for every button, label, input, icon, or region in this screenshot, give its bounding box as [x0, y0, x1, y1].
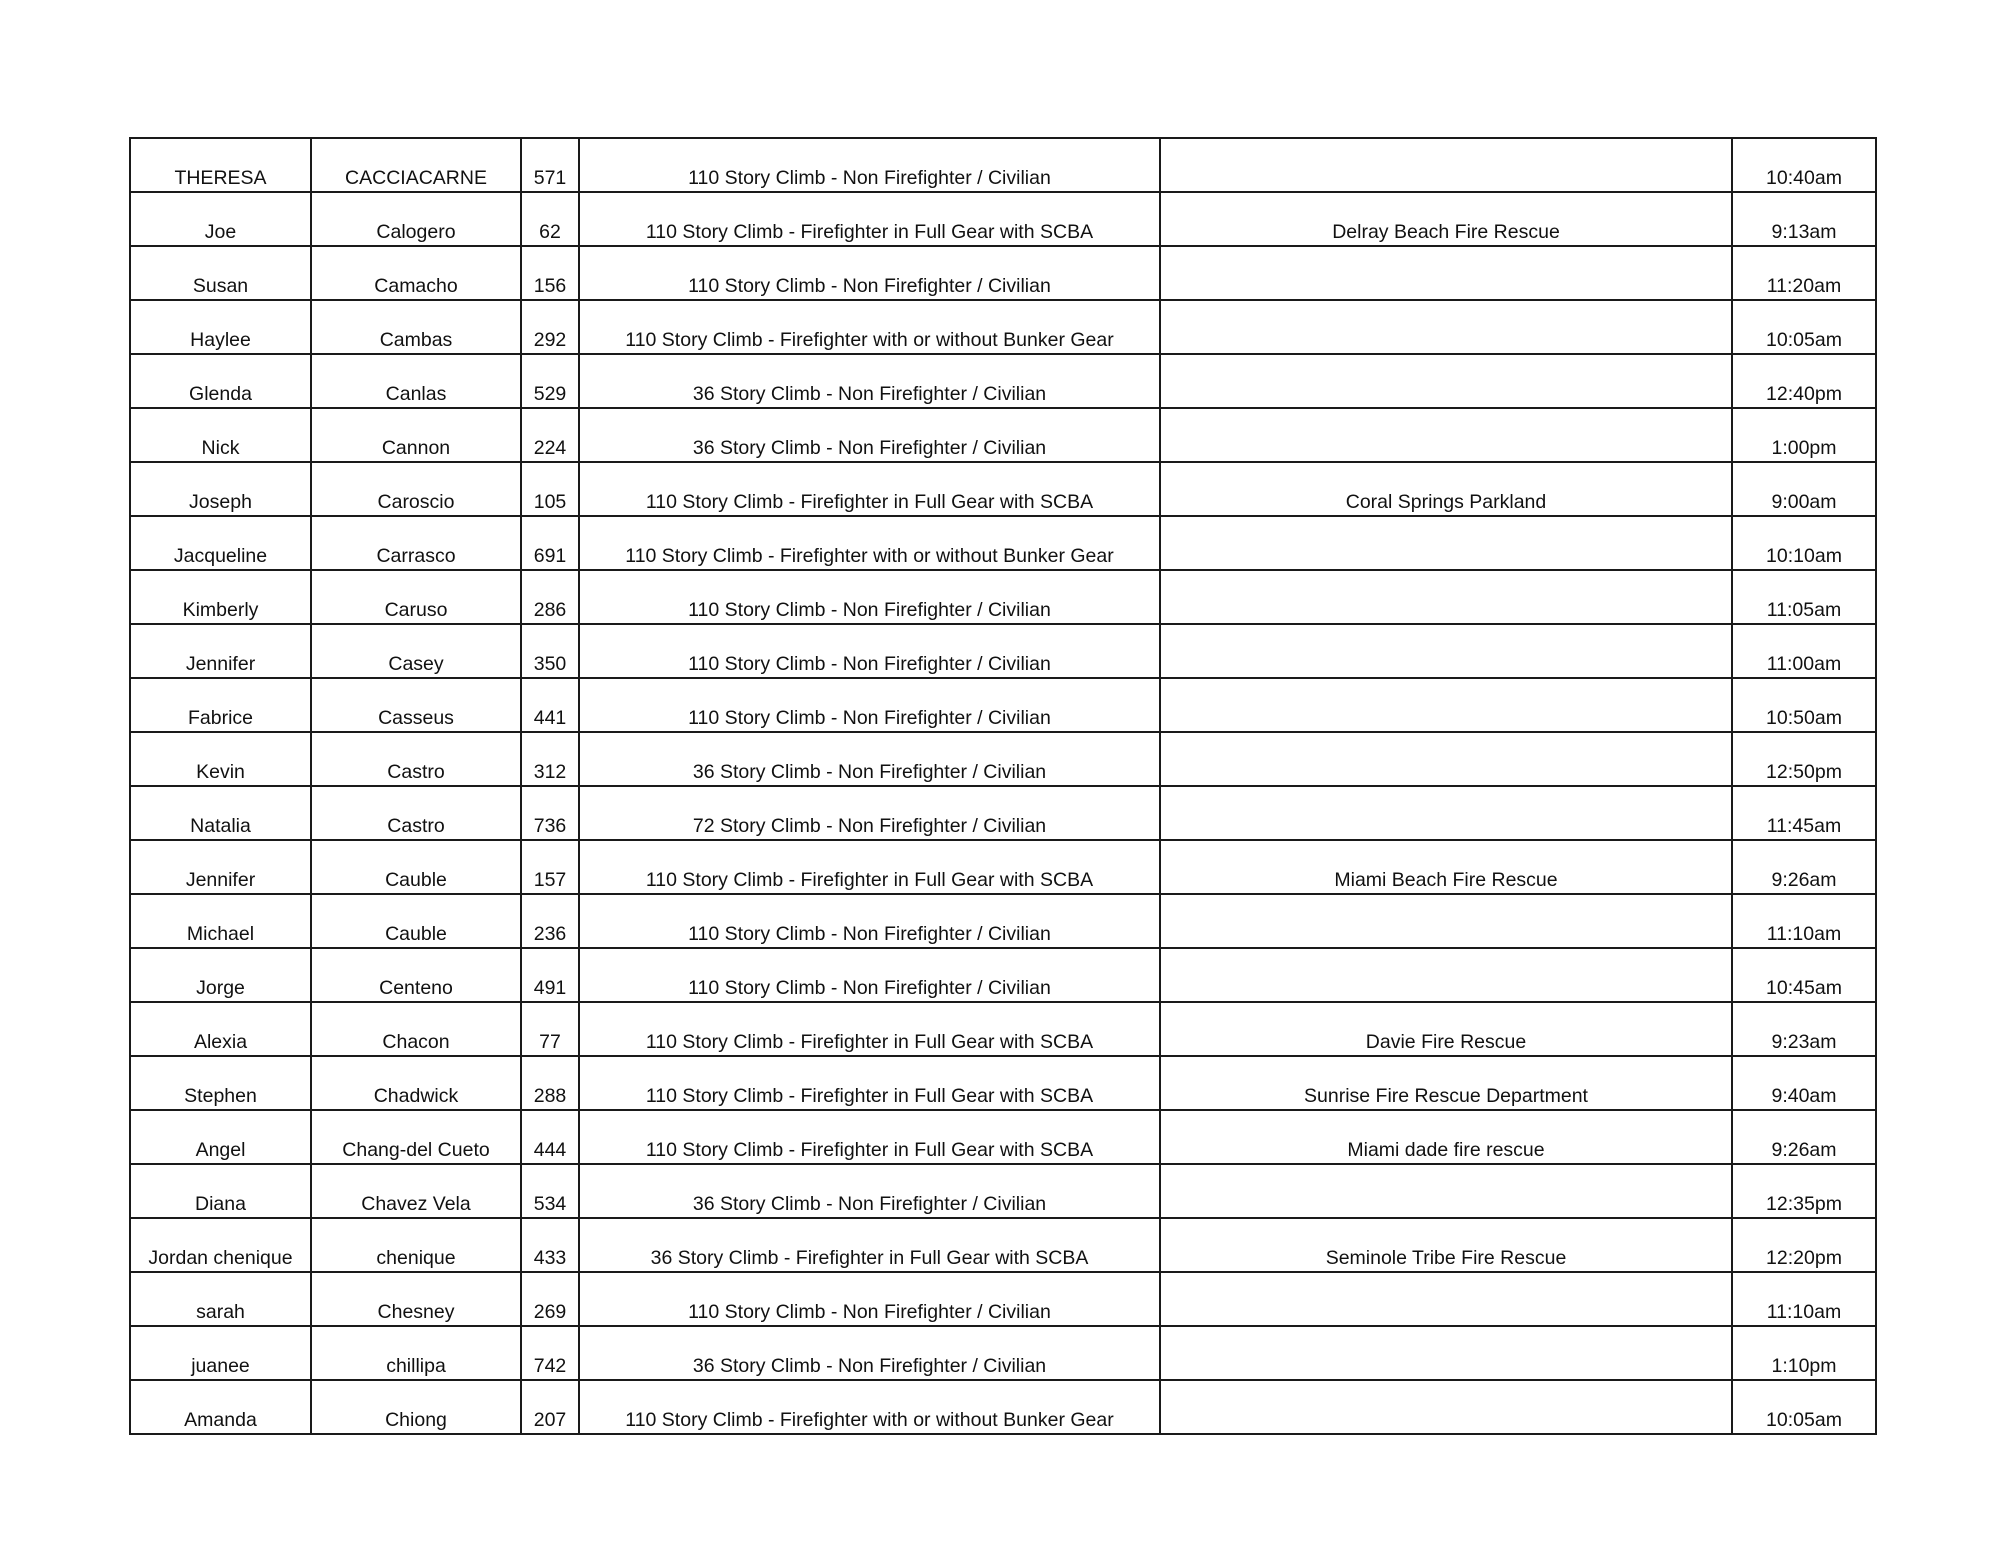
first-name-cell: Kevin — [130, 732, 311, 786]
bib-number-cell: 534 — [521, 1164, 579, 1218]
bib-number-cell: 441 — [521, 678, 579, 732]
table-row — [130, 246, 1876, 300]
department-cell — [1160, 570, 1732, 624]
last-name-cell: Cauble — [311, 840, 521, 894]
event-cell: 110 Story Climb - Firefighter in Full Gear with SCBA — [579, 1056, 1160, 1110]
start-time-cell: 9:00am — [1732, 462, 1876, 516]
event-cell: 110 Story Climb - Non Firefighter / Civilian — [579, 948, 1160, 1002]
department-cell — [1160, 1380, 1732, 1434]
event-cell: 110 Story Climb - Firefighter in Full Gear with SCBA — [579, 192, 1160, 246]
bib-number-cell: 433 — [521, 1218, 579, 1272]
start-time-cell: 9:26am — [1732, 1110, 1876, 1164]
department-cell: Davie Fire Rescue — [1160, 1002, 1732, 1056]
first-name-cell: Diana — [130, 1164, 311, 1218]
start-time-cell: 9:23am — [1732, 1002, 1876, 1056]
first-name-cell: Jordan chenique — [130, 1218, 311, 1272]
department-cell — [1160, 408, 1732, 462]
bib-number-cell: 571 — [521, 138, 579, 192]
first-name-cell: Fabrice — [130, 678, 311, 732]
bib-number-cell: 312 — [521, 732, 579, 786]
first-name-cell: Jennifer — [130, 624, 311, 678]
department-cell — [1160, 246, 1732, 300]
bib-number-cell: 292 — [521, 300, 579, 354]
first-name-cell: sarah — [130, 1272, 311, 1326]
table-row — [130, 1272, 1876, 1326]
first-name-cell: Kimberly — [130, 570, 311, 624]
table-row — [130, 624, 1876, 678]
last-name-cell: Caroscio — [311, 462, 521, 516]
start-time-cell: 1:10pm — [1732, 1326, 1876, 1380]
department-cell — [1160, 300, 1732, 354]
start-time-cell: 12:35pm — [1732, 1164, 1876, 1218]
start-time-cell: 10:10am — [1732, 516, 1876, 570]
last-name-cell: Caruso — [311, 570, 521, 624]
bib-number-cell: 62 — [521, 192, 579, 246]
first-name-cell: Stephen — [130, 1056, 311, 1110]
bib-number-cell: 156 — [521, 246, 579, 300]
start-time-cell: 12:40pm — [1732, 354, 1876, 408]
last-name-cell: Chadwick — [311, 1056, 521, 1110]
table-row — [130, 732, 1876, 786]
table-row — [130, 678, 1876, 732]
first-name-cell: Jorge — [130, 948, 311, 1002]
last-name-cell: Chavez Vela — [311, 1164, 521, 1218]
department-cell: Seminole Tribe Fire Rescue — [1160, 1218, 1732, 1272]
start-time-cell: 11:10am — [1732, 894, 1876, 948]
event-cell: 110 Story Climb - Firefighter in Full Gear with SCBA — [579, 840, 1160, 894]
bib-number-cell: 742 — [521, 1326, 579, 1380]
table-row — [130, 1380, 1876, 1434]
department-cell — [1160, 624, 1732, 678]
first-name-cell: Joseph — [130, 462, 311, 516]
start-time-cell: 12:20pm — [1732, 1218, 1876, 1272]
start-time-cell: 9:13am — [1732, 192, 1876, 246]
table-row — [130, 1056, 1876, 1110]
table-row — [130, 516, 1876, 570]
participant-table-body — [130, 138, 1876, 1434]
event-cell: 36 Story Climb - Non Firefighter / Civilian — [579, 1164, 1160, 1218]
first-name-cell: Amanda — [130, 1380, 311, 1434]
first-name-cell: Angel — [130, 1110, 311, 1164]
last-name-cell: Camacho — [311, 246, 521, 300]
first-name-cell: Nick — [130, 408, 311, 462]
department-cell — [1160, 1272, 1732, 1326]
first-name-cell: THERESA — [130, 138, 311, 192]
first-name-cell: Susan — [130, 246, 311, 300]
first-name-cell: Natalia — [130, 786, 311, 840]
start-time-cell: 11:05am — [1732, 570, 1876, 624]
start-time-cell: 11:45am — [1732, 786, 1876, 840]
table-row — [130, 894, 1876, 948]
last-name-cell: Calogero — [311, 192, 521, 246]
last-name-cell: Chang-del Cueto — [311, 1110, 521, 1164]
department-cell — [1160, 948, 1732, 1002]
start-time-cell: 10:05am — [1732, 300, 1876, 354]
bib-number-cell: 77 — [521, 1002, 579, 1056]
table-row — [130, 786, 1876, 840]
table-row — [130, 462, 1876, 516]
department-cell — [1160, 786, 1732, 840]
first-name-cell: Glenda — [130, 354, 311, 408]
event-cell: 110 Story Climb - Firefighter with or without Bunker Gear — [579, 516, 1160, 570]
event-cell: 110 Story Climb - Non Firefighter / Civilian — [579, 246, 1160, 300]
last-name-cell: Cambas — [311, 300, 521, 354]
bib-number-cell: 444 — [521, 1110, 579, 1164]
table-row — [130, 840, 1876, 894]
event-cell: 110 Story Climb - Firefighter in Full Gear with SCBA — [579, 462, 1160, 516]
bib-number-cell: 207 — [521, 1380, 579, 1434]
last-name-cell: Castro — [311, 732, 521, 786]
start-time-cell: 11:10am — [1732, 1272, 1876, 1326]
table-row — [130, 354, 1876, 408]
first-name-cell: Alexia — [130, 1002, 311, 1056]
bib-number-cell: 288 — [521, 1056, 579, 1110]
table-row — [130, 1002, 1876, 1056]
start-time-cell: 9:26am — [1732, 840, 1876, 894]
department-cell: Miami dade fire rescue — [1160, 1110, 1732, 1164]
department-cell — [1160, 138, 1732, 192]
event-cell: 110 Story Climb - Firefighter with or without Bunker Gear — [579, 300, 1160, 354]
event-cell: 110 Story Climb - Firefighter with or without Bunker Gear — [579, 1380, 1160, 1434]
table-row — [130, 1110, 1876, 1164]
last-name-cell: Centeno — [311, 948, 521, 1002]
event-cell: 110 Story Climb - Non Firefighter / Civilian — [579, 138, 1160, 192]
last-name-cell: Carrasco — [311, 516, 521, 570]
table-row — [130, 138, 1876, 192]
start-time-cell: 10:50am — [1732, 678, 1876, 732]
department-cell — [1160, 516, 1732, 570]
event-cell: 110 Story Climb - Firefighter in Full Gear with SCBA — [579, 1002, 1160, 1056]
department-cell — [1160, 354, 1732, 408]
first-name-cell: Jennifer — [130, 840, 311, 894]
event-cell: 36 Story Climb - Non Firefighter / Civilian — [579, 408, 1160, 462]
last-name-cell: Chiong — [311, 1380, 521, 1434]
start-time-cell: 11:00am — [1732, 624, 1876, 678]
table-row — [130, 1164, 1876, 1218]
last-name-cell: Chesney — [311, 1272, 521, 1326]
event-cell: 72 Story Climb - Non Firefighter / Civilian — [579, 786, 1160, 840]
event-cell: 110 Story Climb - Non Firefighter / Civilian — [579, 570, 1160, 624]
last-name-cell: Castro — [311, 786, 521, 840]
event-cell: 36 Story Climb - Non Firefighter / Civilian — [579, 1326, 1160, 1380]
bib-number-cell: 269 — [521, 1272, 579, 1326]
event-cell: 36 Story Climb - Firefighter in Full Gear with SCBA — [579, 1218, 1160, 1272]
start-time-cell: 11:20am — [1732, 246, 1876, 300]
table-row — [130, 1326, 1876, 1380]
first-name-cell: Jacqueline — [130, 516, 311, 570]
start-time-cell: 9:40am — [1732, 1056, 1876, 1110]
table-row — [130, 570, 1876, 624]
bib-number-cell: 736 — [521, 786, 579, 840]
table-row — [130, 300, 1876, 354]
table-row — [130, 192, 1876, 246]
last-name-cell: Cannon — [311, 408, 521, 462]
last-name-cell: chillipa — [311, 1326, 521, 1380]
last-name-cell: CACCIACARNE — [311, 138, 521, 192]
event-cell: 110 Story Climb - Non Firefighter / Civilian — [579, 894, 1160, 948]
bib-number-cell: 157 — [521, 840, 579, 894]
department-cell — [1160, 1164, 1732, 1218]
last-name-cell: chenique — [311, 1218, 521, 1272]
bib-number-cell: 350 — [521, 624, 579, 678]
department-cell — [1160, 1326, 1732, 1380]
bib-number-cell: 236 — [521, 894, 579, 948]
start-time-cell: 10:45am — [1732, 948, 1876, 1002]
bib-number-cell: 691 — [521, 516, 579, 570]
event-cell: 36 Story Climb - Non Firefighter / Civilian — [579, 354, 1160, 408]
start-time-cell: 10:40am — [1732, 138, 1876, 192]
department-cell: Coral Springs Parkland — [1160, 462, 1732, 516]
last-name-cell: Casey — [311, 624, 521, 678]
first-name-cell: Michael — [130, 894, 311, 948]
first-name-cell: Haylee — [130, 300, 311, 354]
start-time-cell: 10:05am — [1732, 1380, 1876, 1434]
bib-number-cell: 529 — [521, 354, 579, 408]
department-cell: Sunrise Fire Rescue Department — [1160, 1056, 1732, 1110]
table-row — [130, 948, 1876, 1002]
event-cell: 36 Story Climb - Non Firefighter / Civilian — [579, 732, 1160, 786]
bib-number-cell: 491 — [521, 948, 579, 1002]
table-row — [130, 1218, 1876, 1272]
start-time-cell: 1:00pm — [1732, 408, 1876, 462]
last-name-cell: Canlas — [311, 354, 521, 408]
event-cell: 110 Story Climb - Non Firefighter / Civilian — [579, 1272, 1160, 1326]
table-row — [130, 408, 1876, 462]
last-name-cell: Cauble — [311, 894, 521, 948]
last-name-cell: Chacon — [311, 1002, 521, 1056]
department-cell: Delray Beach Fire Rescue — [1160, 192, 1732, 246]
first-name-cell: Joe — [130, 192, 311, 246]
event-cell: 110 Story Climb - Firefighter in Full Gear with SCBA — [579, 1110, 1160, 1164]
start-time-cell: 12:50pm — [1732, 732, 1876, 786]
last-name-cell: Casseus — [311, 678, 521, 732]
participant-table — [129, 137, 1877, 1435]
department-cell — [1160, 894, 1732, 948]
event-cell: 110 Story Climb - Non Firefighter / Civilian — [579, 678, 1160, 732]
department-cell — [1160, 678, 1732, 732]
department-cell — [1160, 732, 1732, 786]
first-name-cell: juanee — [130, 1326, 311, 1380]
event-cell: 110 Story Climb - Non Firefighter / Civilian — [579, 624, 1160, 678]
bib-number-cell: 286 — [521, 570, 579, 624]
bib-number-cell: 105 — [521, 462, 579, 516]
department-cell: Miami Beach Fire Rescue — [1160, 840, 1732, 894]
bib-number-cell: 224 — [521, 408, 579, 462]
